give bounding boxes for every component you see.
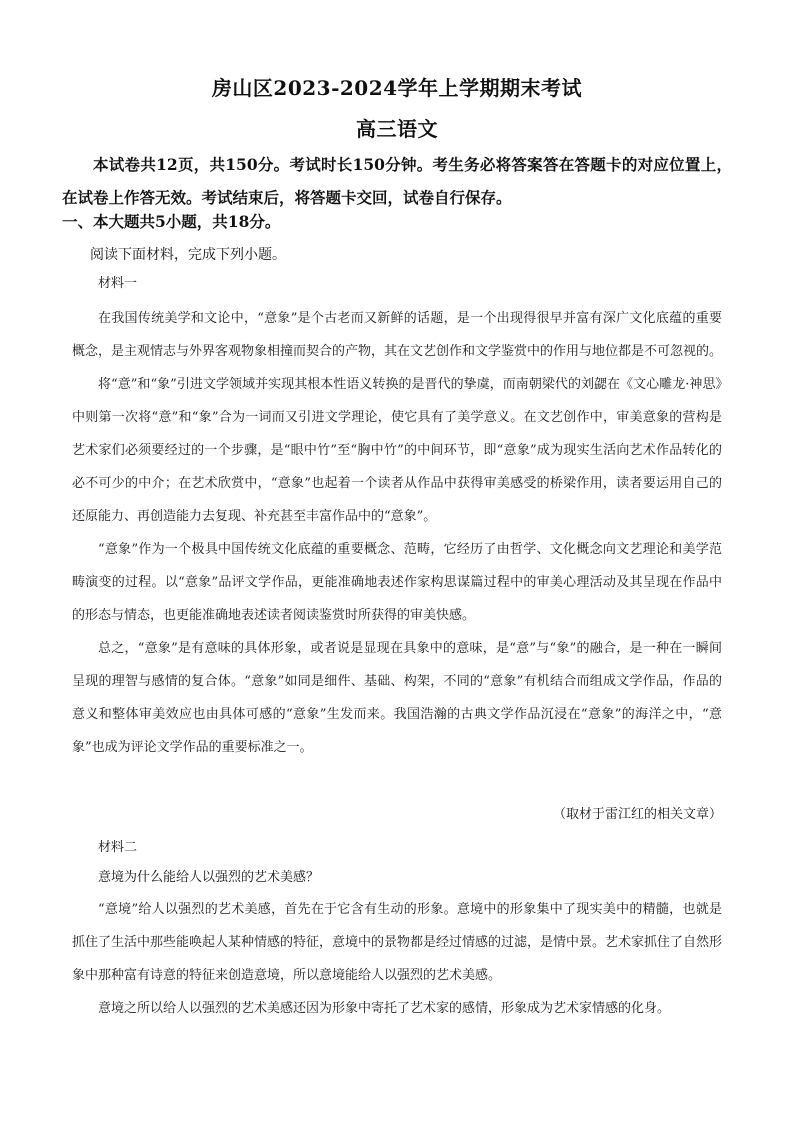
material-one-label: 材料一 <box>98 276 138 291</box>
exam-instructions: 本试卷共12页，共150分。考试时长150分钟。考生务必将答案答在答题卡的对应位置上，在试卷上作答无效。考试结束后，将答题卡交回，试卷自行保存。 <box>62 155 732 207</box>
material-one-source: （取材于雷江红的相关文章） <box>552 807 722 822</box>
material-one-paragraph-4: 总之，“意象”是有意味的具体形象，或者说是显现在具象中的意味，是“意”与“象”的融合，是一种在一瞬间呈现的理智与感情的复合体。“意象”如同是细件、基础、构架，不同的“意象”有机结合而组成文学作品，作品的意义和整体审美效应也由具体可感的“意象”生发而来。我国浩瀚的古典文学作品沉浸在“意象”的海洋之中，“意象”也成为评论文学作品的重要标准之一。 <box>72 641 722 755</box>
exam-subject: 高三语文 <box>356 117 438 141</box>
section-heading: 一、本大题共5小题，共18分。 <box>62 212 281 231</box>
material-one-paragraph-1: 在我国传统美学和文论中，“意象”是个古老而又新鲜的话题，是一个出现得很早并富有深广文化底蕴的重要概念，是主观情志与外界客观物象相撞而契合的产物，其在文艺创作和文学鉴赏中的作用与地位都是不可忽视的。 <box>72 311 723 359</box>
material-two-text <box>72 893 722 1025</box>
material-two-paragraph-1: “意境”给人以强烈的艺术美感，首先在于它含有生动的形象。意境中的形象集中了现实美中的精髓，也就是抓住了生活中那些能唤起人某种情感的特征，意境中的景物都是经过情感的过滤，是情中景。艺术家抓住了自然形象中那种富有诗意的特征来创造意境，所以意境能给人以强烈的艺术美感。 <box>72 902 723 983</box>
material-two-paragraph-2: 意境之所以给人以强烈的艺术美感还因为形象中寄托了艺术家的感情，形象成为艺术家情感的化身。 <box>98 1001 671 1016</box>
reading-instruction: 阅读下面材料，完成下列小题。 <box>90 247 286 263</box>
material-one-text <box>72 302 722 764</box>
material-two-label: 材料二 <box>98 840 138 855</box>
material-one-paragraph-2: 将“意”和“象”引进文学领域并实现其根本性语义转换的是晋代的挚虞，而南朝梁代的刘勰在《文心雕龙·神思》中则第一次将“意”和“象”合为一词而又引进文学理论，使它具有了美学意义。在文艺创作中，审美意象的营构是艺术家们必须要经过的一个步骤，是“眼中竹”至“胸中竹”的中间环节，即“意象”成为现实生活向艺术作品转化的必不可少的中介；在艺术欣赏中，“意象”也起着一个读者从作品中获得审美感受的桥梁作用，读者要运用自己的还原能力、再创造能力去复现、补充甚至丰富作品中的“意象”。 <box>72 377 722 524</box>
exam-title: 房山区2023-2024学年上学期期末考试 <box>211 76 583 100</box>
material-two-question: 意境为什么能给人以强烈的艺术美感？ <box>98 870 320 885</box>
material-one-paragraph-3: “意象”作为一个极具中国传统文化底蕴的重要概念、范畴，它经历了由哲学、文化概念向文艺理论和美学范畴演变的过程。以“意象”品评文学作品，更能准确地表述作家构思谋篇过程中的审美心理活动及其呈现在作品中的形态与情态，也更能准确地表述读者阅读鉴赏时所获得的审美快感。 <box>72 542 722 623</box>
